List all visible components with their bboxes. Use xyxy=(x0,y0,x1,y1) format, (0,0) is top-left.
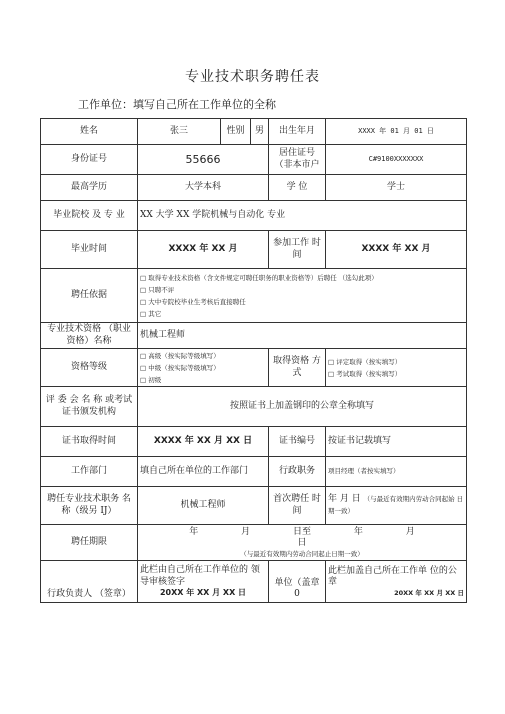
row-school xyxy=(41,201,467,231)
graduation-value[interactable]: XXXX 年 XX 月 xyxy=(138,231,269,269)
row-term xyxy=(41,525,467,561)
education-label: 最高学历 xyxy=(41,175,138,201)
degree-value[interactable]: 学士 xyxy=(326,175,467,201)
basis-label: 聘任依据 xyxy=(41,269,138,323)
appointment-form-table xyxy=(40,118,467,603)
form-title: 专业技术职务聘任表 xyxy=(185,69,320,85)
basis-option-graduate[interactable]: □ 大中专院校毕业生考核后直接聘任 xyxy=(140,297,246,306)
row-basis xyxy=(41,269,467,323)
basis-option-appoint-only[interactable]: □ 只聘不评 xyxy=(140,285,175,294)
first-appointment-label: 首次聘任 时间 xyxy=(269,487,326,525)
duty-value[interactable]: 项目经理（者按实填写） xyxy=(326,457,467,487)
name-label: 姓名 xyxy=(41,119,138,145)
level-option-middle[interactable]: □ 中级（按实际等级填写） xyxy=(140,363,220,372)
basis-option-certified[interactable]: □ 取得专业技术资格（含文件规定可聘任职务的职业资格等）后聘任 （选勾此项） xyxy=(140,273,378,282)
name-value[interactable]: 张三 xyxy=(138,119,221,145)
post-value[interactable]: 机械工程师 xyxy=(138,487,269,525)
work-start-value[interactable]: XXXX 年 XX 月 xyxy=(326,231,467,269)
term-line-1[interactable]: 年 月 日至 年 月 xyxy=(189,527,415,538)
row-post xyxy=(41,487,467,525)
row-basic-info xyxy=(41,119,467,145)
first-appointment-cell xyxy=(326,487,467,525)
method-label: 取得资格 方式 xyxy=(269,349,326,387)
gender-label: 性别 xyxy=(221,119,251,145)
birth-value[interactable]: XXXX 年 01 月 01 日 xyxy=(326,119,467,145)
admin-signature-label: 行政负责人 （签章） xyxy=(41,561,138,603)
education-value[interactable]: 大学本科 xyxy=(138,175,269,201)
admin-signature-cell xyxy=(138,561,269,603)
department-value[interactable]: 填自己所在单位的工作部门 xyxy=(138,457,269,487)
duty-label: 行政职务 xyxy=(269,457,326,487)
department-label: 工作部门 xyxy=(41,457,138,487)
row-committee xyxy=(41,387,467,427)
row-level xyxy=(41,349,467,387)
row-qualification xyxy=(41,323,467,349)
gender-value[interactable]: 男 xyxy=(251,119,269,145)
residence-label: 居住证号（非本市户 xyxy=(269,145,326,175)
admin-signature-date[interactable]: 20XX 年 XX 月 XX 日 xyxy=(159,587,247,597)
qualification-label: 专业技术资格 （职业资格）名称 xyxy=(41,323,138,349)
unit-seal-date[interactable]: 20XX 年 XX 月 XX 日 xyxy=(394,588,465,597)
method-options xyxy=(326,349,467,387)
id-value[interactable]: 55666 xyxy=(138,145,269,175)
cert-number-value[interactable]: 按证书记载填写 xyxy=(326,427,467,457)
qualification-value[interactable]: 机械工程师 xyxy=(138,323,467,349)
residence-value[interactable]: C#9100XXXXXXX xyxy=(326,145,467,175)
term-line-2[interactable]: 日 xyxy=(297,538,307,549)
cert-number-label: 证书编号 xyxy=(269,427,326,457)
school-label: 毕业院校 及 专 业 xyxy=(41,201,138,231)
work-start-label: 参加工作 时间 xyxy=(269,231,326,269)
term-cell xyxy=(138,525,467,561)
method-option-exam[interactable]: □ 考试取得（按实填写） xyxy=(328,369,402,378)
work-unit-line: 工作单位：填写自己所在工作单位的全称 xyxy=(78,98,276,111)
method-option-assessed[interactable]: □ 评定取得（按实填写） xyxy=(328,357,402,366)
unit-seal-text[interactable]: 此栏加盖自己所在工作单 位的公章 xyxy=(328,566,457,588)
basis-option-other[interactable]: □ 其它 xyxy=(140,309,162,318)
cert-date-label: 证书取得时间 xyxy=(41,427,138,457)
row-id xyxy=(41,145,467,175)
row-certificate xyxy=(41,427,467,457)
committee-value[interactable]: 按照证书上加盖钢印的公章全称填写 xyxy=(138,387,467,427)
degree-label: 学 位 xyxy=(269,175,326,201)
unit-seal-label: 单位（盖章 0 xyxy=(269,561,326,603)
first-appointment-note: （与最近有效期内劳动合同起始 日期一致） xyxy=(328,495,464,515)
row-education xyxy=(41,175,467,201)
row-department xyxy=(41,457,467,487)
id-label: 身份证号 xyxy=(41,145,138,175)
committee-label: 评 委 会 名 称 或考试证书颁发机构 xyxy=(41,387,138,427)
level-option-senior[interactable]: □ 高级（按实际等级填写） xyxy=(140,351,220,360)
level-options xyxy=(138,349,269,387)
first-appointment-value[interactable]: 年 月 日 xyxy=(328,494,361,505)
school-value[interactable]: XX 大学 XX 学院机械与自动化 专业 xyxy=(138,201,467,231)
post-label: 聘任专业技术职务 名称（级另 IJ） xyxy=(41,487,138,525)
graduation-label: 毕业时间 xyxy=(41,231,138,269)
term-note: （与最近有效期内劳动合同起止日期一致） xyxy=(240,549,364,558)
cert-date-value[interactable]: XXXX 年 XX 月 XX 日 xyxy=(138,427,269,457)
row-graduation xyxy=(41,231,467,269)
unit-seal-cell xyxy=(326,561,467,603)
term-label: 聘任期限 xyxy=(41,525,138,561)
level-option-junior[interactable]: □ 初级 xyxy=(140,375,162,384)
admin-signature-text[interactable]: 此栏由自己所在工作单位的 领导审核签字 xyxy=(140,565,260,587)
birth-label: 出生年月 xyxy=(269,119,326,145)
level-label: 资格等级 xyxy=(41,349,138,387)
row-signatures xyxy=(41,561,467,603)
basis-options xyxy=(138,269,467,323)
